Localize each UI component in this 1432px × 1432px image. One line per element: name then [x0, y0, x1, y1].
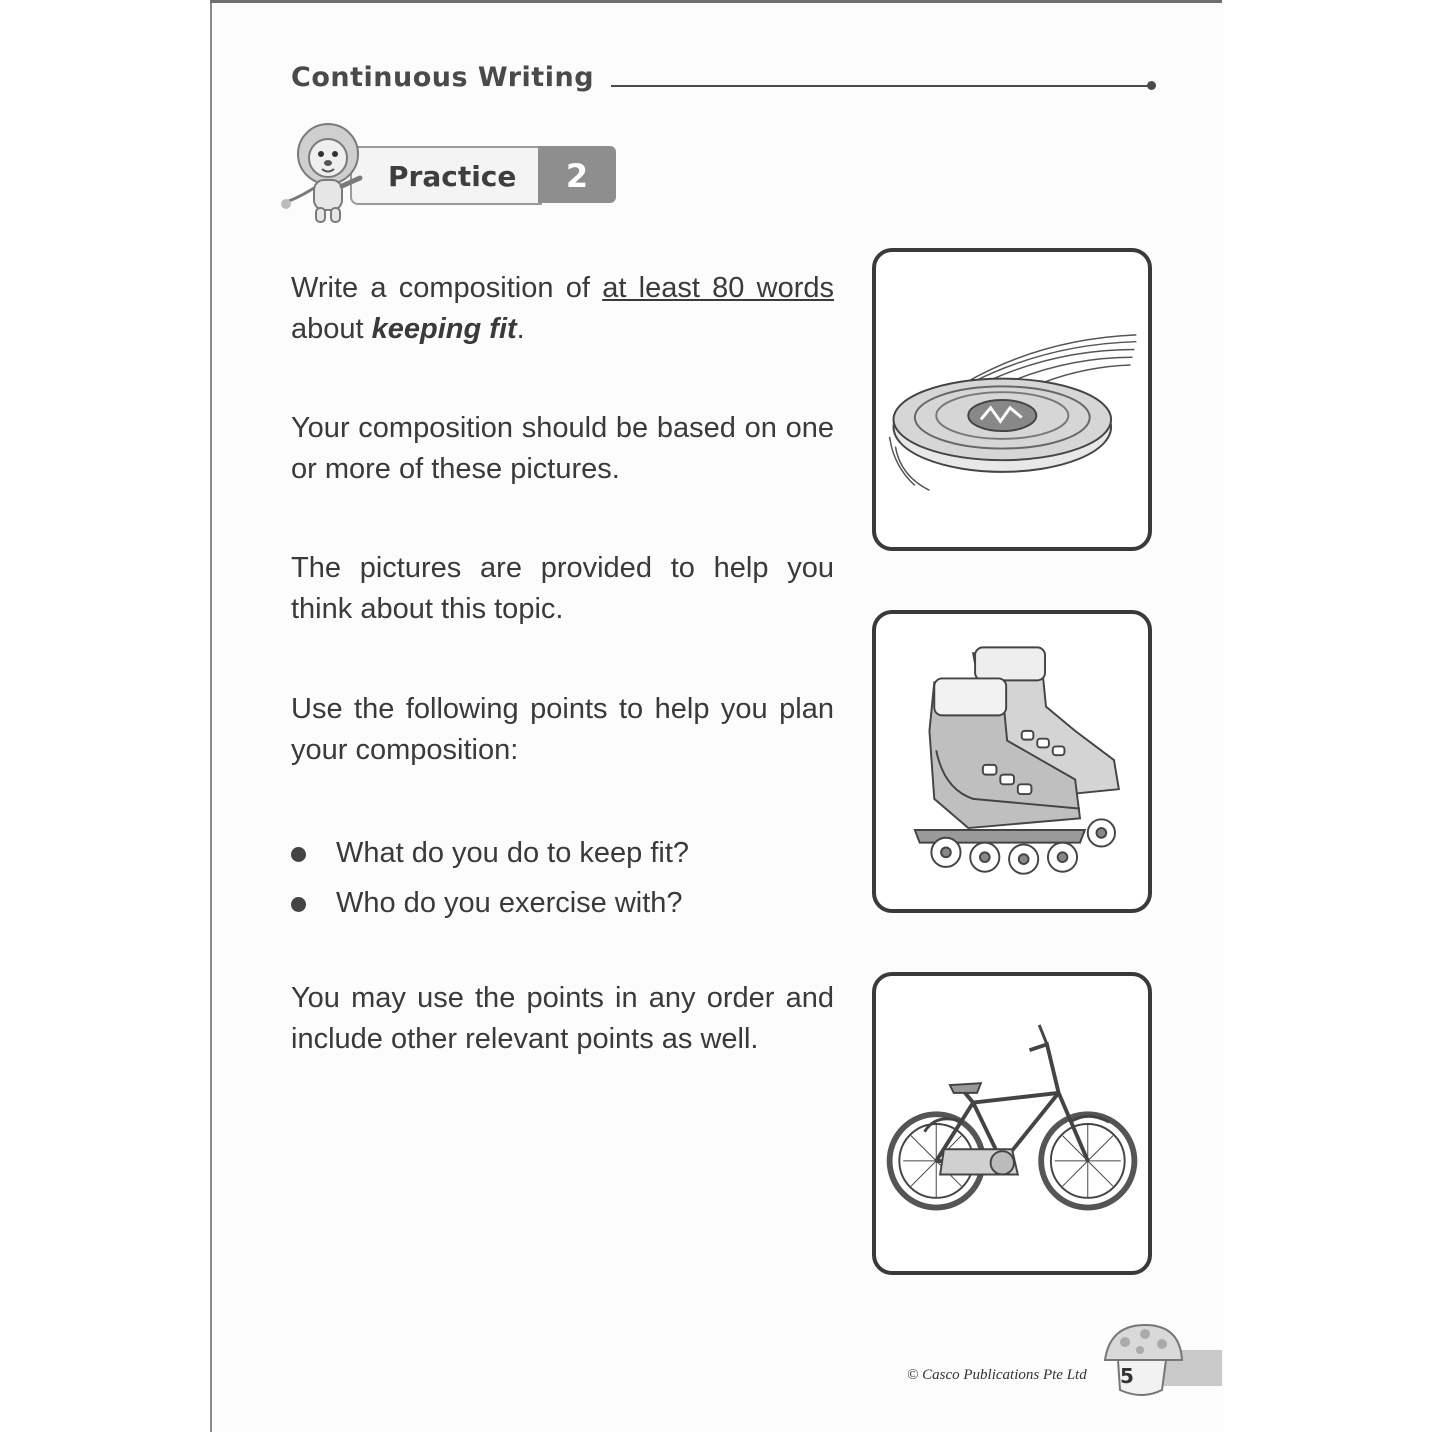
practice-banner	[350, 146, 616, 203]
list-item	[291, 878, 851, 928]
lion-mascot-icon	[278, 118, 378, 228]
section-title: Continuous Writing	[291, 62, 595, 93]
point-2: Who do you exercise with?	[336, 887, 683, 919]
p1-end-text: .	[516, 313, 525, 345]
page-number: 5	[1120, 1364, 1134, 1388]
picture-frame-3	[872, 972, 1152, 1275]
bullet-icon	[291, 847, 306, 862]
bullet-icon	[291, 897, 306, 912]
picture-frame-1	[872, 248, 1152, 551]
mushroom-icon	[1100, 1320, 1185, 1400]
p1-text: Write a composition of	[291, 272, 603, 304]
points-list	[291, 828, 851, 928]
practice-label-box	[350, 146, 542, 205]
inline-skates-icon	[876, 614, 1148, 909]
bicycle-icon	[876, 976, 1148, 1271]
instruction-paragraph-2: Your composition should be based on one or more of these pictures.	[291, 412, 834, 485]
title-rule-dot	[1147, 81, 1156, 90]
instruction-paragraph-4: Use the following points to help you plan your composition:	[291, 693, 834, 766]
practice-number-box	[538, 146, 616, 203]
picture-frame-2	[872, 610, 1152, 913]
point-1: What do you do to keep fit?	[336, 837, 690, 869]
frisbee-icon	[876, 252, 1148, 547]
list-item	[291, 828, 851, 878]
p1-mid-text: about	[291, 313, 372, 345]
instruction-paragraph-1	[291, 268, 834, 350]
practice-number: 2	[565, 157, 589, 195]
practice-label: Practice	[388, 160, 517, 193]
page-top-edge	[210, 0, 1222, 3]
title-rule	[611, 85, 1151, 87]
word-count-requirement: at least 80 words	[602, 272, 834, 304]
topic-keeping-fit: keeping fit	[371, 313, 517, 345]
instruction-paragraph-5: You may use the points in any order and include other relevant points as well.	[291, 982, 834, 1055]
instruction-paragraph-3: The pictures are provided to help you think about this topic.	[291, 552, 834, 625]
copyright-text: © Casco Publications Pte Ltd	[907, 1367, 1087, 1383]
